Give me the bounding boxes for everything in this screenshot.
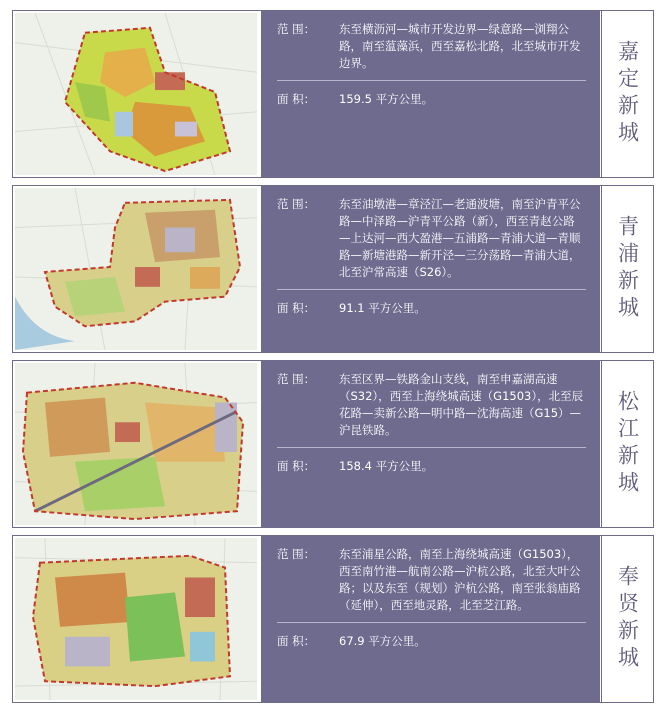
range-row bbox=[277, 371, 586, 439]
divider bbox=[277, 289, 586, 290]
card-qingpu bbox=[12, 185, 654, 353]
range-label: 范 围： bbox=[277, 372, 316, 386]
info-panel-jiading bbox=[261, 11, 600, 177]
divider bbox=[277, 622, 586, 623]
range-text: 东至浦星公路，南至上海绕城高速（G1503），西至南竹港—航南公路—沪杭公路，北至大叶公路；以及东至（规划）沪杭公路，南至张翁庙路（延伸），西至地灵路，北至芝江路。 bbox=[339, 547, 581, 612]
town-name: 松江新城 bbox=[615, 390, 640, 498]
info-panel-songjiang bbox=[261, 361, 600, 527]
town-name-box bbox=[601, 11, 653, 177]
range-row bbox=[277, 546, 586, 614]
town-name-box bbox=[601, 536, 653, 702]
info-panel-qingpu bbox=[261, 186, 600, 352]
town-name-box bbox=[601, 361, 653, 527]
card-jiading bbox=[12, 10, 654, 178]
area-text: 67.9 平方公里。 bbox=[339, 634, 426, 648]
town-name-box bbox=[601, 186, 653, 352]
map-songjiang bbox=[15, 363, 257, 525]
area-label: 面 积： bbox=[277, 92, 316, 106]
area-label: 面 积： bbox=[277, 301, 316, 315]
range-text: 东至区界—铁路金山支线，南至申嘉湖高速（S32），西至上海绕城高速（G1503），北至辰花路—卖新公路—明中路—沈海高速（G15）—沪昆铁路。 bbox=[339, 372, 584, 437]
map-fengxian bbox=[15, 538, 257, 700]
area-row bbox=[277, 458, 586, 475]
area-row bbox=[277, 91, 586, 108]
area-row bbox=[277, 633, 586, 650]
map-jiading bbox=[15, 13, 257, 175]
map-qingpu bbox=[15, 188, 257, 350]
divider bbox=[277, 447, 586, 448]
divider bbox=[277, 80, 586, 81]
info-panel-fengxian bbox=[261, 536, 600, 702]
card-songjiang bbox=[12, 360, 654, 528]
area-row bbox=[277, 300, 586, 317]
range-row bbox=[277, 21, 586, 72]
range-label: 范 围： bbox=[277, 22, 316, 36]
area-text: 158.4 平方公里。 bbox=[339, 459, 434, 473]
town-name: 嘉定新城 bbox=[615, 40, 640, 148]
town-name: 青浦新城 bbox=[615, 215, 640, 323]
range-label: 范 围： bbox=[277, 197, 316, 211]
area-text: 91.1 平方公里。 bbox=[339, 301, 426, 315]
range-label: 范 围： bbox=[277, 547, 316, 561]
range-text: 东至油墩港—章泾江—老通波塘，南至沪青平公路—中泽路—沪青平公路（新），西至青赵公路—上达河—西大盈港—五浦路—青浦大道—青顺路—新塘港路—新开泾—三分荡路—青浦大道，北至沪常高速（S26）。 bbox=[339, 197, 581, 279]
town-name: 奉贤新城 bbox=[615, 565, 640, 673]
range-row bbox=[277, 196, 586, 281]
area-label: 面 积： bbox=[277, 459, 316, 473]
area-text: 159.5 平方公里。 bbox=[339, 92, 434, 106]
card-fengxian bbox=[12, 535, 654, 703]
area-label: 面 积： bbox=[277, 634, 316, 648]
range-text: 东至横沥河—城市开发边界—绿意路—浏翔公路，南至蕰藻浜，西至嘉松北路，北至城市开发边界。 bbox=[339, 22, 581, 70]
